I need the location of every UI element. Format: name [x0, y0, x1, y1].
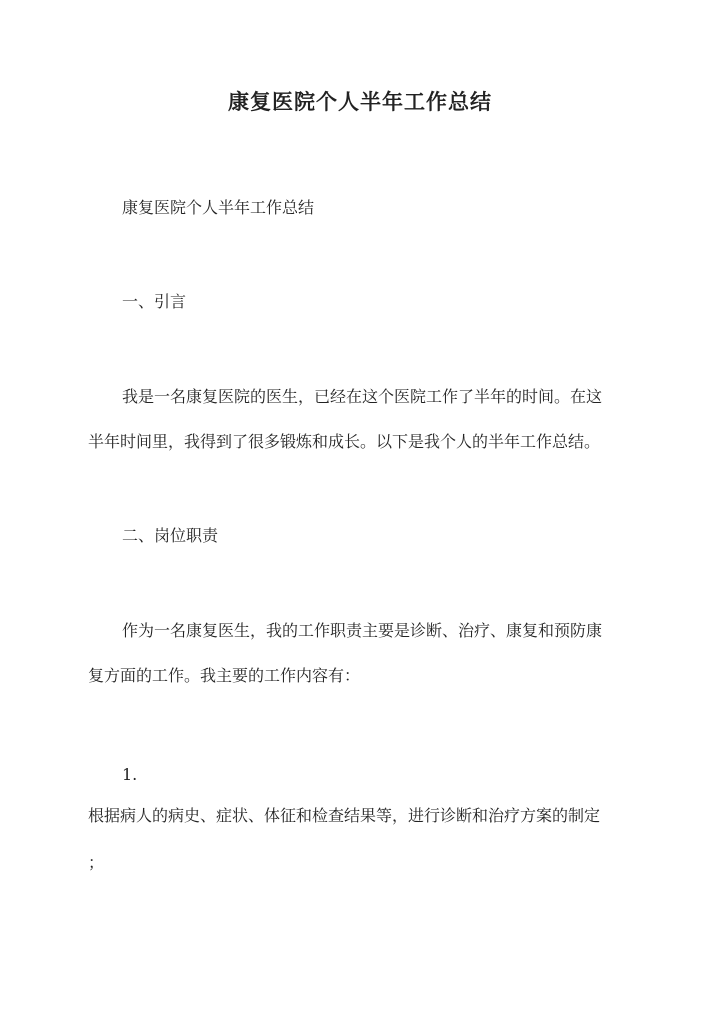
duties-paragraph-line-1: 作为一名康复医生，我的工作职责主要是诊断、治疗、康复和预防康: [122, 621, 603, 640]
document-subtitle: 康复医院个人半年工作总结: [122, 198, 315, 217]
list-item-number: 1.: [122, 765, 138, 784]
intro-paragraph-line-2: 半年时间里，我得到了很多锻炼和成长。以下是我个人的半年工作总结。: [88, 432, 601, 451]
section-heading-intro: 一、引言: [122, 292, 187, 311]
section-heading-duties: 二、岗位职责: [122, 526, 219, 545]
intro-paragraph-line-1: 我是一名康复医院的医生，已经在这个医院工作了半年的时间。在这: [122, 387, 603, 406]
document-title: 康复医院个人半年工作总结: [228, 89, 492, 114]
list-item-end-punctuation: ；: [88, 853, 105, 872]
duties-paragraph-line-2: 复方面的工作。我主要的工作内容有：: [88, 666, 361, 685]
list-item-text: 根据病人的病史、症状、体征和检查结果等，进行诊断和治疗方案的制定: [88, 806, 601, 825]
